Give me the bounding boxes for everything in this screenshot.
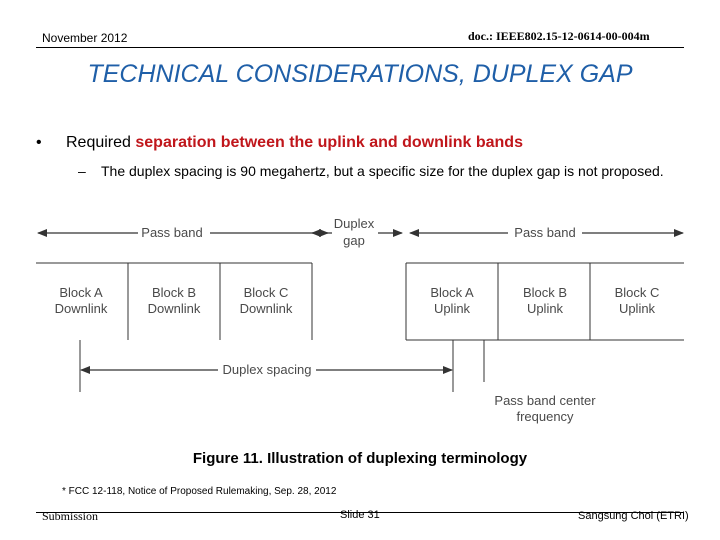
uplink-block-c-name: Block C — [614, 285, 660, 300]
duplex-spacing-label: Duplex spacing — [222, 362, 312, 377]
sub-bullet-marker: – — [78, 163, 86, 179]
downlink-block-a-dir: Downlink — [54, 301, 108, 316]
uplink-block-b-dir: Uplink — [526, 301, 564, 316]
uplink-block-b-name: Block B — [522, 285, 568, 300]
bullet-marker: • — [36, 134, 42, 151]
downlink-block-c-dir: Downlink — [239, 301, 293, 316]
downlink-block-b-dir: Downlink — [147, 301, 201, 316]
figure-caption: Figure 11. Illustration of duplexing terminology — [192, 450, 528, 467]
downlink-block-c-name: Block C — [243, 285, 289, 300]
bullet-highlight: separation between the uplink and downlink bands — [135, 134, 523, 151]
pass-band-left-label: Pass band — [141, 225, 203, 240]
downlink-block-b-name: Block B — [151, 285, 197, 300]
downlink-block-a-name: Block A — [59, 285, 103, 300]
uplink-block-c-dir: Uplink — [618, 301, 656, 316]
duplex-gap-label-1: Duplex — [333, 216, 375, 231]
uplink-block-a-dir: Uplink — [433, 301, 471, 316]
center-frequency-label-1: Pass band center — [494, 393, 596, 408]
header-date: November 2012 — [42, 31, 128, 45]
footer-slide-number: Slide 31 — [340, 509, 380, 521]
bullet-prefix: Required — [66, 134, 136, 151]
footer-author: Sangsung Choi (ETRI) — [578, 510, 689, 522]
sub-bullet-text: The duplex spacing is 90 megahertz, but a specific size for the duplex gap is not proposed. — [101, 163, 664, 179]
pass-band-right-label: Pass band — [514, 225, 576, 240]
duplex-gap-label-2: gap — [343, 233, 365, 248]
center-frequency-label-2: frequency — [516, 409, 574, 424]
uplink-block-a-name: Block A — [430, 285, 474, 300]
slide-title: TECHNICAL CONSIDERATIONS, DUPLEX GAP — [87, 60, 633, 88]
footer-submission: Submission — [42, 509, 99, 523]
header-doc-id: doc.: IEEE802.15-12-0614-00-004m — [468, 29, 650, 43]
footnote: * FCC 12-118, Notice of Proposed Rulemaking, Sep. 28, 2012 — [62, 486, 337, 497]
